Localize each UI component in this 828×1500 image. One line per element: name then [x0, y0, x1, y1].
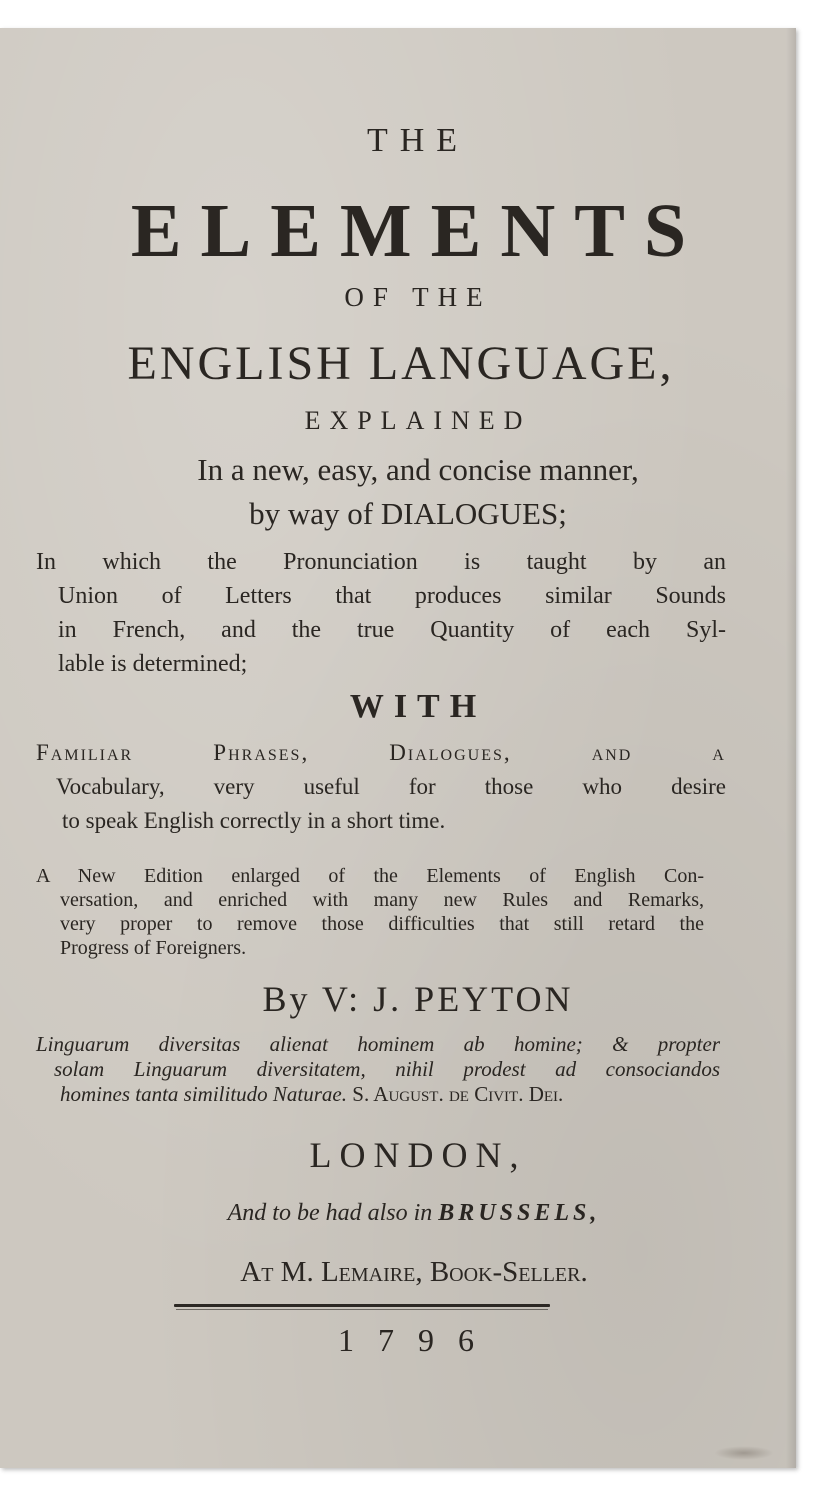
edition-paragraph	[36, 864, 704, 960]
title-the: THE	[366, 122, 470, 159]
familiar-phrases-paragraph	[36, 736, 726, 838]
subtitle-by-way-of-dialogues: by way of DIALOGUES;	[249, 496, 567, 531]
paper-stain	[714, 1446, 774, 1460]
pronunciation-paragraph	[36, 545, 726, 681]
edition-line: versation, and enriched with many new Rules and Remarks,	[60, 889, 704, 911]
imprint-brussels: BRUSSELS,	[438, 1200, 601, 1226]
familiar-line: Familiar Phrases, Dialogues, and a	[36, 740, 726, 765]
edition-line: A New Edition enlarged of the Elements of English Con-	[36, 865, 704, 887]
author-line: By V: J. PEYTON	[262, 979, 574, 1019]
latin-line: homines tanta similitudo Naturae.	[60, 1082, 348, 1106]
familiar-line: to speak English correctly in a short time.	[62, 808, 446, 833]
title-english-language: ENGLISH LANGUAGE,	[127, 337, 675, 390]
imprint-brussels-line	[0, 1200, 796, 1227]
imprint-bookseller: At M. Lemaire, Book-Seller.	[240, 1256, 588, 1288]
latin-citation: S. August. de Civit. Dei.	[352, 1082, 564, 1106]
imprint-had-prefix: And to be had also in	[227, 1200, 433, 1226]
subtitle-explained: EXPLAINED	[304, 406, 532, 435]
pronunciation-line: lable is determined;	[58, 651, 248, 677]
pronunciation-line: in French, and the true Quantity of each Syl-	[58, 617, 726, 643]
heading-with: WITH	[349, 688, 487, 725]
pronunciation-line: Union of Letters that produces similar Sounds	[58, 583, 726, 609]
title-page	[0, 28, 796, 1468]
title-elements: ELEMENTS	[130, 189, 706, 273]
imprint-london: LONDON,	[309, 1135, 527, 1175]
latin-line: solam Linguarum diversitatem, nihil prodest ad consociandos	[54, 1057, 720, 1081]
latin-line: Linguarum diversitas alienat hominem ab homine; & propter	[36, 1032, 720, 1056]
subtitle-new-manner: In a new, easy, and concise manner,	[197, 452, 639, 487]
edition-line: Progress of Foreigners.	[60, 937, 247, 959]
title-of-the: OF THE	[344, 282, 492, 312]
latin-epigraph	[36, 1032, 720, 1107]
latin-line-final	[36, 1082, 720, 1107]
imprint-rule-shadow	[176, 1309, 548, 1310]
imprint-rule	[174, 1304, 550, 1307]
familiar-line: Vocabulary, very useful for those who desire	[56, 774, 726, 799]
edition-line: very proper to remove those difficulties that still retard the	[60, 913, 704, 935]
pronunciation-line: In which the Pronunciation is taught by an	[36, 549, 726, 575]
imprint-year: 1796	[338, 1322, 498, 1358]
